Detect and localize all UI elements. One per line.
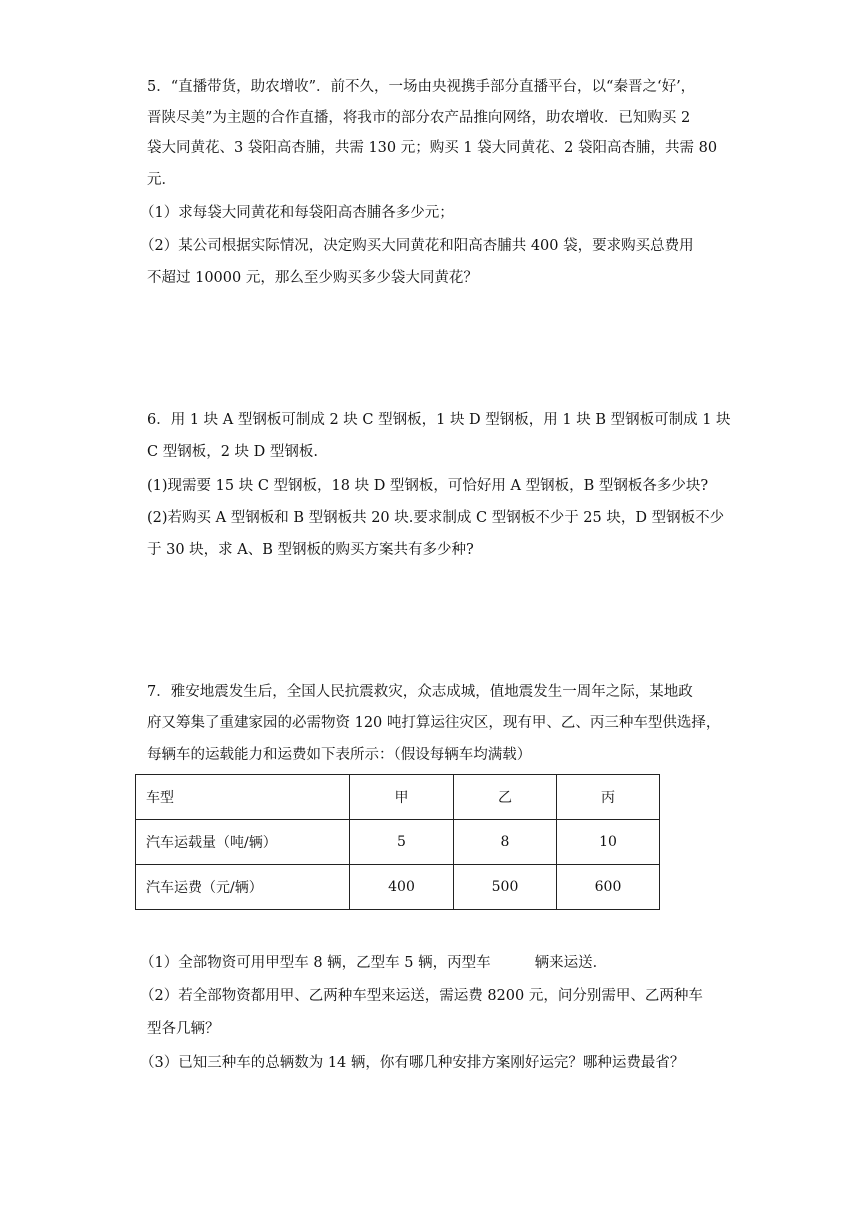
q5-line-2: 晋陕尽美”为主题的合作直播，将我市的部分农产品推向网络，助农增收．已知购买 2	[147, 110, 691, 126]
q5-line-4: 元．	[147, 172, 176, 188]
table-cell: 5	[350, 820, 454, 865]
q7-part-1	[140, 953, 607, 973]
q6-line-1: 6．用 1 块 A 型钢板可制成 2 块 C 型钢板，1 块 D 型钢板，用 1 块 B 型钢板可制成 1 块	[147, 412, 731, 428]
vehicle-table	[135, 774, 660, 910]
q7-part-2-line-1: （2）若全部物资都用甲、乙两种车型来运送，需运费 8200 元，问分别需甲、乙两种车	[140, 988, 703, 1004]
table-row	[136, 865, 660, 910]
table-cell: 乙	[454, 775, 557, 820]
q6-line-2: C 型钢板，2 块 D 型钢板.	[147, 444, 318, 460]
q5-line-1: 5．“直播带货，助农增收”．前不久，一场由央视携手部分直播平台，以“秦晋之‘好’，	[147, 79, 696, 95]
q7-line-3: 每辆车的运载能力和运费如下表所示：（假设每辆车均满载）	[147, 747, 532, 763]
q5-part-2-line-1: （2）某公司根据实际情况，决定购买大同黄花和阳高杏脯共 400 袋，要求购买总费用	[140, 238, 694, 254]
q6-part-1: (1)现需要 15 块 C 型钢板，18 块 D 型钢板，可恰好用 A 型钢板，B 型钢板各多少块?	[147, 478, 709, 494]
q7-part-1-text: （1）全部物资可用甲型车 8 辆，乙型车 5 辆，丙型车	[140, 955, 491, 971]
table-header-row	[136, 775, 660, 820]
q7-line-1: 7．雅安地震发生后，全国人民抗震救灾，众志成城，值地震发生一周年之际，某地政	[147, 684, 693, 700]
table-cell: 汽车运载量（吨/辆）	[136, 820, 350, 865]
q5-line-3: 袋大同黄花、3 袋阳高杏脯，共需 130 元；购买 1 袋大同黄花、2 袋阳高杏脯，共需 80	[147, 140, 718, 156]
q6-part-2-line-2: 于 30 块，求 A、B 型钢板的购买方案共有多少种?	[147, 542, 474, 558]
q7-line-2: 府又筹集了重建家园的必需物资 120 吨打算运往灾区，现有甲、乙、丙三种车型供选择，	[147, 715, 721, 731]
q7-part-1-suffix: 辆来运送．	[534, 955, 608, 971]
q5-part-1: （1）求每袋大同黄花和每袋阳高杏脯各多少元；	[140, 205, 454, 221]
q7-part-2-line-2: 型各几辆？	[147, 1021, 220, 1037]
table-cell: 10	[557, 820, 660, 865]
table-cell: 600	[557, 865, 660, 910]
table-row	[136, 820, 660, 865]
table-cell: 甲	[350, 775, 454, 820]
q6-part-2-line-1: (2)若购买 A 型钢板和 B 型钢板共 20 块.要求制成 C 型钢板不少于 25 块，D 型钢板不少	[147, 510, 725, 526]
table-cell: 8	[454, 820, 557, 865]
q7-part-3: （3）已知三种车的总辆数为 14 辆，你有哪几种安排方案刚好运完？哪种运费最省？	[140, 1055, 685, 1071]
table-cell: 汽车运费（元/辆）	[136, 865, 350, 910]
table-cell: 丙	[557, 775, 660, 820]
table-cell: 500	[454, 865, 557, 910]
table-cell: 车型	[136, 775, 350, 820]
q5-part-2-line-2: 不超过 10000 元，那么至少购买多少袋大同黄花？	[147, 270, 478, 286]
table-cell: 400	[350, 865, 454, 910]
